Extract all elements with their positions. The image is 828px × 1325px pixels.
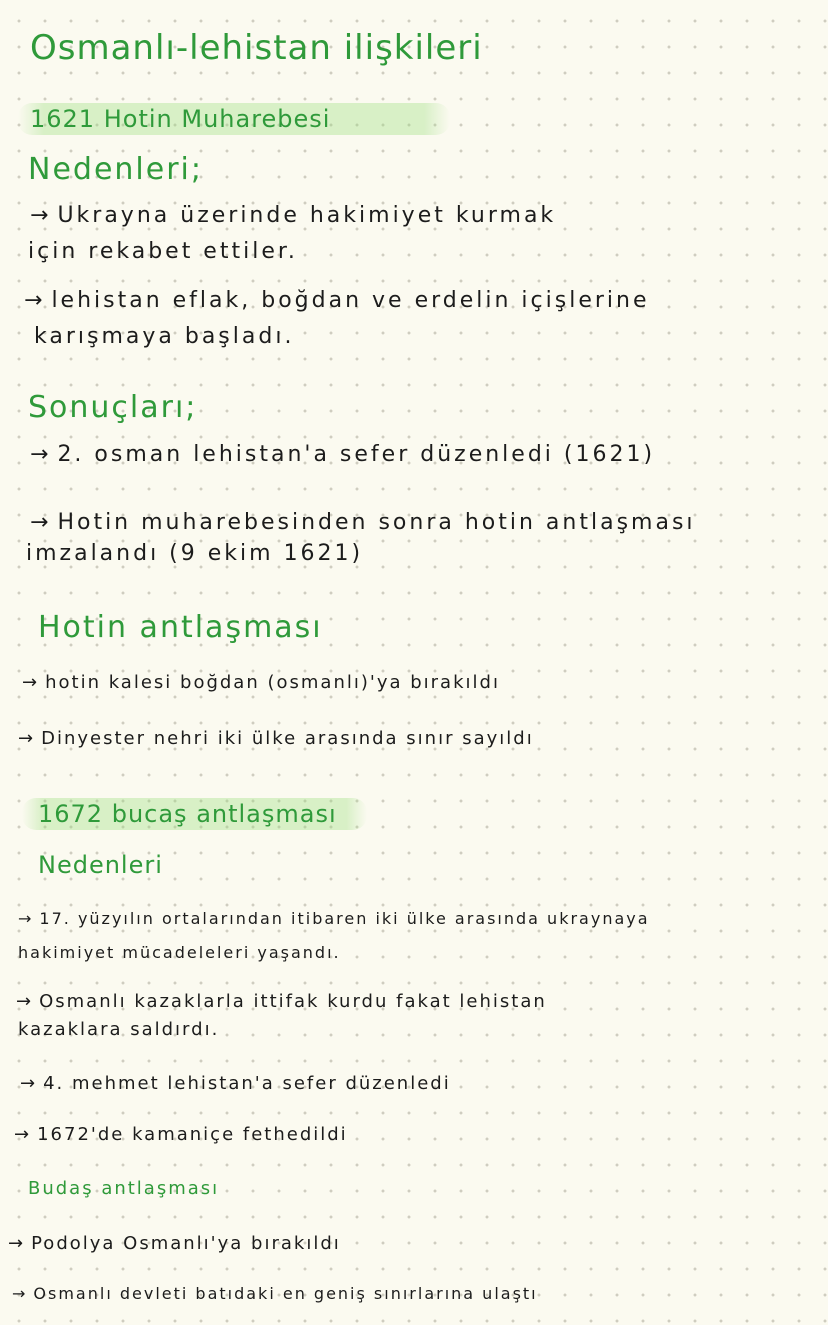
list-item: → Ukrayna üzerinde hakimiyet kurmak — [30, 203, 557, 228]
list-item-continuation: hakimiyet mücadeleleri yaşandı. — [18, 943, 341, 962]
nedenleri-label-2: Nedenleri — [38, 851, 163, 879]
list-item-continuation: kazaklara saldırdı. — [18, 1019, 220, 1040]
list-item: → Dinyester nehri iki ülke arasında sınır sayıldı — [18, 728, 534, 749]
list-item: → 1672'de kamaniçe fethedildi — [14, 1124, 348, 1145]
list-item-continuation: için rekabet ettiler. — [28, 239, 298, 264]
arrow-icon: → — [18, 909, 34, 928]
arrow-icon: → — [14, 1124, 32, 1145]
list-item: → Podolya Osmanlı'ya bırakıldı — [8, 1233, 341, 1254]
budas-label: Budaş antlaşması — [28, 1178, 220, 1199]
section-heading-hotin-muharebesi: 1621 Hotin Muharebesi — [18, 103, 450, 135]
list-item: → 2. osman lehistan'a sefer düzenledi (1621) — [30, 442, 656, 467]
arrow-icon: → — [22, 672, 40, 693]
list-item: → 17. yüzyılın ortalarından itibaren iki ülke arasında ukraynaya — [18, 909, 650, 928]
list-item: → Osmanlı devleti batıdaki en geniş sınırlarına ulaştı — [12, 1284, 538, 1303]
arrow-icon: → — [18, 728, 36, 749]
list-item: → lehistan eflak, boğdan ve erdelin içişlerine — [24, 288, 650, 313]
list-item-continuation: karışmaya başladı. — [34, 324, 295, 349]
section-heading-bucas-antlasmasi: 1672 bucaş antlaşması — [22, 798, 367, 830]
page-title: Osmanlı-lehistan ilişkileri — [30, 28, 483, 68]
arrow-icon: → — [8, 1233, 26, 1254]
arrow-icon: → — [16, 991, 34, 1012]
arrow-icon: → — [24, 288, 46, 313]
arrow-icon: → — [30, 442, 52, 467]
list-item: → hotin kalesi boğdan (osmanlı)'ya bırakıldı — [22, 672, 500, 693]
arrow-icon: → — [30, 203, 52, 228]
nedenleri-label: Nedenleri; — [28, 152, 203, 187]
arrow-icon: → — [12, 1284, 28, 1303]
list-item-continuation: imzalandı (9 ekim 1621) — [26, 541, 364, 566]
section-heading-hotin-antlasmasi: Hotin antlaşması — [38, 610, 323, 645]
sonuclari-label: Sonuçları; — [28, 390, 198, 425]
list-item: → 4. mehmet lehistan'a sefer düzenledi — [20, 1073, 451, 1094]
list-item: → Hotin muharebesinden sonra hotin antlaşması — [30, 510, 696, 535]
list-item: → Osmanlı kazaklarla ittifak kurdu fakat lehistan — [16, 991, 547, 1012]
arrow-icon: → — [30, 510, 52, 535]
arrow-icon: → — [20, 1073, 38, 1094]
